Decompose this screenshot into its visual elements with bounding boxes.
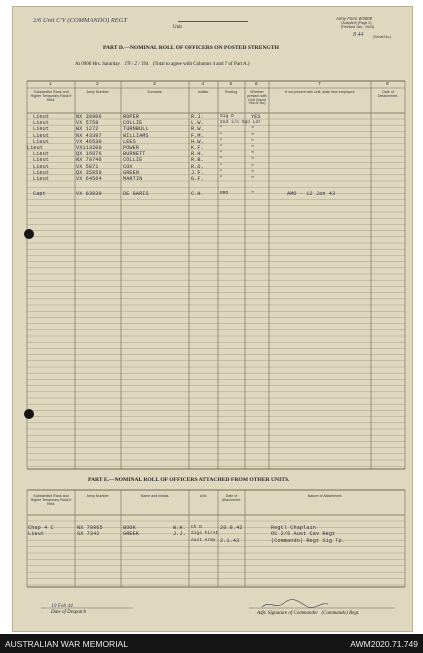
row-surname: MARTIN [123,176,143,182]
row-army-number: VX 5758 [76,120,99,127]
row-rank: Lieut [33,120,50,127]
part-e-header-3: Name and Initials. [140,494,170,498]
col-number-3: 3 [153,81,156,87]
row-employed: AMO - 12 Jan 43 [287,191,336,198]
row-posting: " [220,126,223,132]
form-id: Army Form W3009 [336,16,373,21]
date-month: 2 [134,61,138,67]
archive-footer [0,634,423,653]
serial-number: 8 44 [353,32,364,38]
col-header-3: Surname. [147,90,163,94]
part-e-header-5: Date of Attachment. [221,494,242,502]
row-unit: Ch D [191,525,202,530]
row-surname: ROPER [123,114,140,120]
col-number-8: 8 [386,81,389,87]
row-army-number: QX 35859 [76,169,102,176]
signature-suffix: (Commando) Regt. [321,611,360,616]
row-initials: R.J. [191,114,204,120]
punch-hole-lower [24,409,34,419]
row-present: " [251,157,255,164]
row-rank: Lieut [27,145,44,151]
row-present: " [251,191,255,198]
row-initials: R.H. [191,151,204,158]
row-army-number: NX 43397 [76,132,102,139]
row-rank: Lieut [33,151,50,158]
row-rank: Lieut [33,163,50,170]
row-initials: W.H. [173,525,186,531]
part-e-header-4: Unit. [199,494,208,498]
part-e-title: PART E.—NOMINAL ROLL OF OFFICERS ATTACHED FROM OTHER UNITS. [88,477,290,483]
row-present: " [251,169,255,176]
row-surname: COLLIE [123,120,143,127]
row-attach-date: 2.1.43 [220,537,240,544]
footer-right: AWM2020.71.749 [350,639,418,649]
row-initials: R.W. [191,126,204,133]
part-d-title: PART D.—NOMINAL ROLL OF OFFICERS ON POSTED STRENGTH [103,45,279,51]
row-posting: " [220,145,223,150]
row-posting: RMO [220,191,229,197]
part-e-header-1: Substantive Rank and Higher Temporary Rank if Held. [30,494,72,506]
signature-label-text: Adjt. Signature of Commander [257,611,319,616]
row-present: " [251,145,255,151]
footer-left: AUSTRALIAN WAR MEMORIAL [5,639,128,649]
row-rank: Chap 4 C [28,525,54,531]
row-initials: L.W. [191,120,204,127]
row-surname: BURNETT [123,151,146,158]
col-header-2: Army Number. [86,90,110,94]
dispatch-date: 19 Feb 44 [51,603,73,609]
col-header-6: Whether present with Unit (Insert Yes or No) [247,90,267,106]
row-surname: DE GARIS [123,191,149,198]
row-rank: Lieut [33,176,50,182]
row-name: BOOK [123,525,136,531]
row-initials: G.F. [191,176,204,182]
row-army-number: SX 7342 [77,531,100,538]
row-unit: Sigs First Aust Army [191,531,219,543]
signature-label [257,611,360,616]
date-year: 194 [141,62,149,67]
punch-hole-upper [24,229,34,239]
row-initials: J.J. [173,531,186,538]
row-initials: K.F. [191,145,204,151]
col-number-4: 4 [201,81,205,87]
row-attach-date: 20.8.42 [220,525,243,531]
row-initials: C.H. [191,191,204,198]
row-posting: " [220,163,223,169]
row-army-number: VX 46530 [76,138,102,145]
row-rank: Lieut [33,157,50,164]
row-army-number: VX113200 [76,145,102,151]
row-army-number: VX 64564 [76,176,102,182]
row-army-number: QX 16876 [76,151,102,158]
part-e-header-6: Nature of Attachment. [307,494,343,498]
date-prefix: At 0900 Hrs. Saturday [75,62,120,67]
row-present: " [251,138,255,145]
row-army-number: VX 63930 [76,191,102,198]
row-present: " [251,176,255,182]
col-number-7: 7 [318,81,321,87]
row-present: " [251,151,255,158]
row-posting: " [220,132,223,138]
row-surname: LEES [123,138,136,145]
row-present: " [251,126,255,133]
row-nature: Regtl Chaplain [271,525,316,531]
col-header-1: Substantive Rank and Higher Temporary Rank if Held. [30,90,72,102]
col-header-4: Initials. [197,90,210,94]
row-posting: Sig O [220,114,234,119]
row-nature-cont: (Commando) Regt Sig Tp. [271,537,345,544]
row-initials: J.F. [191,169,204,176]
col-header-8: Date of Detachment. [377,90,399,98]
row-rank: Lieut [33,138,50,145]
row-posting: " [220,151,223,157]
row-rank: Lieut [33,114,50,120]
row-army-number: NX 30906 [76,114,102,120]
row-name: GREEK [123,531,140,538]
row-surname: TURNBULL [123,126,149,133]
row-present: " [251,132,255,139]
form-revised: (Revised Jan., 1943) [341,25,375,29]
commander-signature [258,597,348,609]
part-e-header-2: Army Number. [86,494,110,498]
col-header-5: Posting. [225,90,238,94]
col-number-6: 6 [255,81,258,87]
row-nature: OC 2/6 Aust Cav Regt [271,531,336,538]
date-day: 19 [124,61,131,67]
unit-name: 2/6 Unit C'V (COMMANDO) REGT [33,17,128,24]
col-number-5: 5 [229,81,233,87]
row-initials: R.D. [191,163,204,170]
row-surname: POWER [123,145,140,151]
unit-label: Unit [173,25,182,30]
row-posting: 2nd i/c Sqn Ldr [220,120,262,126]
row-army-number: NX 70965 [77,525,103,531]
row-initials: H.W. [191,138,204,145]
row-surname: COX [123,163,133,170]
row-rank: Lieut [33,126,50,133]
row-rank: Lieut [33,132,50,139]
row-army-number: NX 70746 [76,157,102,164]
row-surname: GREEN [123,169,140,176]
row-army-number: VX 5871 [76,163,99,170]
row-posting: " [220,169,223,175]
row-posting: " [220,157,223,163]
row-initials: R.B. [191,157,204,164]
row-posting: " [220,176,223,181]
date-suffix: (Total to agree with Columns 4 and 7 of Part A.) [152,62,250,67]
row-army-number: WX 1272 [76,126,99,133]
row-present: " [251,163,255,170]
row-surname: WILLIAMS [123,132,149,139]
dispatch-label: Date of Despatch [51,610,86,615]
row-rank: Capt [33,191,46,198]
row-surname: COLLIE [123,157,143,164]
part-d-date-line: At 0900 Hrs. Saturday 19 / 2 / 194 (Total to agree with Columns 4 and 7 of Part A.) [75,61,250,67]
row-rank: Lieut [33,169,50,176]
form-adapted: (Adapted) (Page 2) [341,21,372,25]
form-sheet [12,6,413,632]
row-rank: Lieut [28,531,45,538]
row-posting: " [220,138,223,144]
col-number-2: 2 [96,81,99,87]
col-number-1: 1 [49,81,52,87]
serial-label: (Serial No.) [373,35,392,39]
col-header-7: If not present with Unit, state how employed. [284,90,356,94]
row-initials: F.M. [191,132,204,139]
row-present: YES [251,114,261,120]
